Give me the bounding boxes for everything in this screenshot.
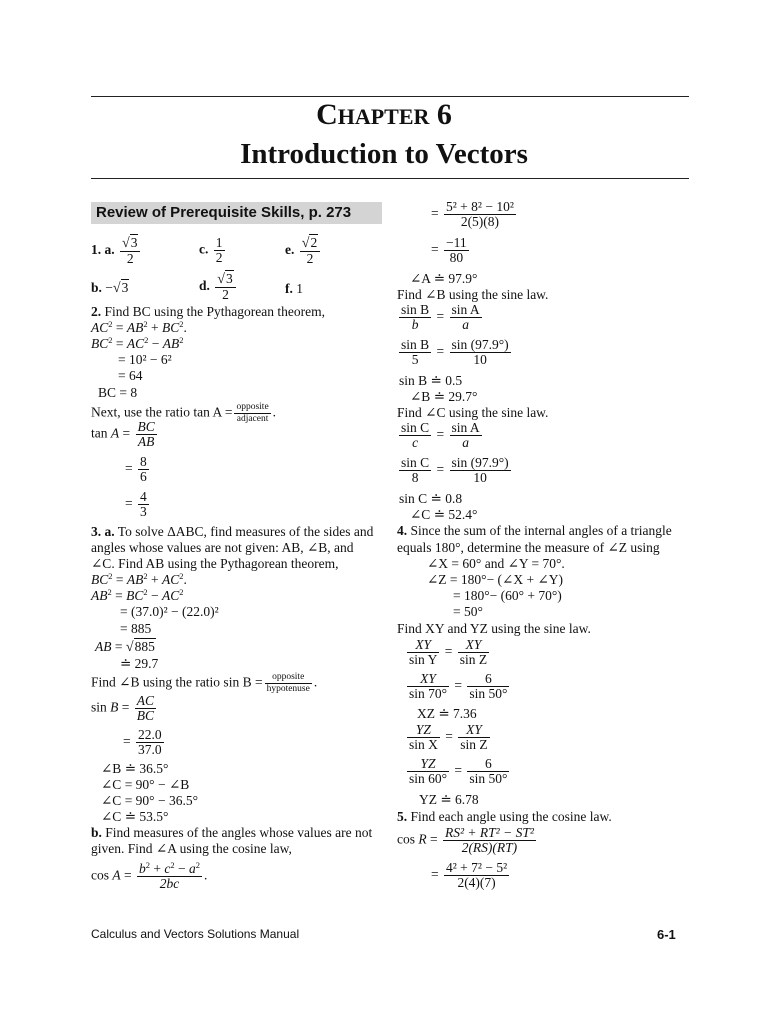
q3-b4: ∠C ≐ 53.5° <box>101 809 169 824</box>
q2-frac2: = $\frac{8}{6}$ <box>125 454 147 484</box>
section-heading: Review of Prerequisite Skills, p. 273 <box>91 202 382 224</box>
q2-frac3: = $\frac{4}{3}$ <box>125 489 147 519</box>
q1-e: e. $\frac{√2}{2}$ <box>285 236 322 266</box>
r-sinlawC2: $\frac{\text{sin C}}{8}$ = $\frac{\sin (97.9^\circ)}{10}$ <box>401 455 509 485</box>
q3-eq6: ≐ 29.7 <box>120 656 159 671</box>
q4-l6: = 50° <box>453 604 483 619</box>
q5-intro: 5. Find each angle using the cosine law. <box>397 809 612 824</box>
q3-a3: ∠C. Find AB using the Pythagorean theorem, <box>91 556 339 571</box>
q2-next: Next, use the ratio tan A = $\frac{\text{opposite}}{\text{adjacent}}$ . <box>91 402 277 424</box>
q1-b: b. −√3 <box>91 280 129 296</box>
r-frac1: = $\frac{\text{5² + 8² − 10²}}{2(5)(8)}$ <box>431 199 514 229</box>
chapter-title: Introduction to Vectors <box>240 138 528 170</box>
q3-b1: ∠B ≐ 36.5° <box>101 761 169 776</box>
r-angC: ∠C ≐ 52.4° <box>410 507 478 522</box>
q1-a: 1. a. $\frac{√3}{2}$ <box>91 236 142 266</box>
chapter-label: CHAPTER 6 <box>316 98 452 131</box>
q3-cosA: cos A = $\frac{b^2 + c^2 - a^2}{2bc}$ . <box>91 860 208 891</box>
q3-eq1: $BC^2 = AB^2 + AC^2$. <box>91 571 187 587</box>
r-angB: ∠B ≐ 29.7° <box>410 389 478 404</box>
q3-btext2: given. Find ∠A using the cosine law, <box>91 841 292 856</box>
page-number: 6-1 <box>657 927 676 942</box>
q5-cosR: cos R = $\frac{\text{RS² + RT² − ST²}}{2(RS)(RT)}$ <box>397 825 534 855</box>
q4-l5: = 180°− (60° + 70°) <box>453 588 562 603</box>
r-findB: Find ∠B using the sine law. <box>397 287 549 302</box>
r-frac2: = $\frac{-11}{80}$ <box>431 235 467 265</box>
q2-eq5: BC = 8 <box>98 385 138 400</box>
q2-eq4: = 64 <box>118 368 143 383</box>
q4-sl4: $\frac{YZ}{\sin 60^\circ}$ = $\frac{6}{\sin 50^\circ}$ <box>409 756 508 786</box>
q2-eq3: = 10² − 6² <box>118 352 172 367</box>
q3-eq2: $AB^2 = BC^2 - AC^2$ <box>91 587 184 603</box>
q4-XZ: XZ ≐ 7.36 <box>417 706 477 721</box>
q3-btext1: b. Find measures of the angles whose values are not <box>91 825 373 840</box>
q3-sinB: sin B = $\frac{AC}{BC}$ <box>91 693 155 723</box>
r-findC: Find ∠C using the sine law. <box>397 405 549 420</box>
q2-eq2: $BC^2 = AC^2 - AB^2$ <box>91 335 184 351</box>
q1-c: c. $\frac{1}{2}$ <box>199 235 223 265</box>
q3-a2: angles whose values are not given: AB, ∠B, and <box>91 540 354 555</box>
q4-sl2: $\frac{XY}{\sin 70^\circ}$ = $\frac{6}{\sin 50^\circ}$ <box>409 671 508 701</box>
q4-sl3: $\frac{YZ}{\text{sin X}}$ = $\frac{XY}{\text{sin Z}}$ <box>409 722 488 752</box>
q2-tanA: tan A = $\frac{BC}{AB}$ <box>91 419 155 449</box>
footer-left: Calculus and Vectors Solutions Manual <box>91 927 300 941</box>
r-sinlawC1: $\frac{\text{sin C}}{c}$ = $\frac{\text{sin A}}{a}$ <box>401 420 480 450</box>
q1-f: f. 1 <box>285 281 303 296</box>
q3-findB: Find ∠B using the ratio sin B = $\frac{\text{opposite}}{\text{hypotenuse}}$ . <box>91 672 318 694</box>
r-sinlawB2: $\frac{\text{sin B}}{5}$ = $\frac{\sin (97.9^\circ)}{10}$ <box>401 337 509 367</box>
title-rule <box>91 178 689 179</box>
q3-sinB2: = $\frac{22.0}{37.0}$ <box>123 727 162 757</box>
q3-b3: ∠C = 90° − 36.5° <box>101 793 198 808</box>
q4-sl1: $\frac{XY}{\text{sin Y}}$ = $\frac{XY}{\text{sin Z}}$ <box>409 637 488 667</box>
q3-eq3: = (37.0)² − (22.0)² <box>120 604 219 619</box>
q3-eq5: AB = √885 <box>95 639 155 655</box>
q1-d: d. $\frac{√3}{2}$ <box>199 272 238 302</box>
q4-l3: ∠X = 60° and ∠Y = 70°. <box>427 556 565 571</box>
q4-YZ: YZ ≐ 6.78 <box>419 792 479 807</box>
q4-findXY: Find XY and YZ using the sine law. <box>397 621 591 636</box>
q3-b2: ∠C = 90° − ∠B <box>101 777 190 792</box>
r-sinCval: sin C ≐ 0.8 <box>399 491 463 506</box>
q4-l1: 4. Since the sum of the internal angles of a triangle <box>397 523 672 538</box>
top-rule <box>91 96 689 97</box>
q4-l2: equals 180°, determine the measure of ∠Z using <box>397 540 660 555</box>
q2-intro: 2. Find BC using the Pythagorean theorem, <box>91 304 325 319</box>
r-sinlawB1: $\frac{\text{sin B}}{b}$ = $\frac{\text{sin A}}{a}$ <box>401 302 480 332</box>
q5-cosR2: = $\frac{\text{4² + 7² − 5²}}{2(4)(7)}$ <box>431 860 508 890</box>
q2-eq1: $AC^2 = AB^2 + BC^2$. <box>91 319 187 335</box>
q3-a1: 3. a. To solve ΔABC, find measures of the sides and <box>91 524 374 539</box>
r-sinBval: sin B ≐ 0.5 <box>399 373 463 388</box>
r-angA: ∠A ≐ 97.9° <box>410 271 478 286</box>
q3-eq4: = 885 <box>120 621 152 636</box>
q4-l4: ∠Z = 180°− (∠X + ∠Y) <box>427 572 564 587</box>
